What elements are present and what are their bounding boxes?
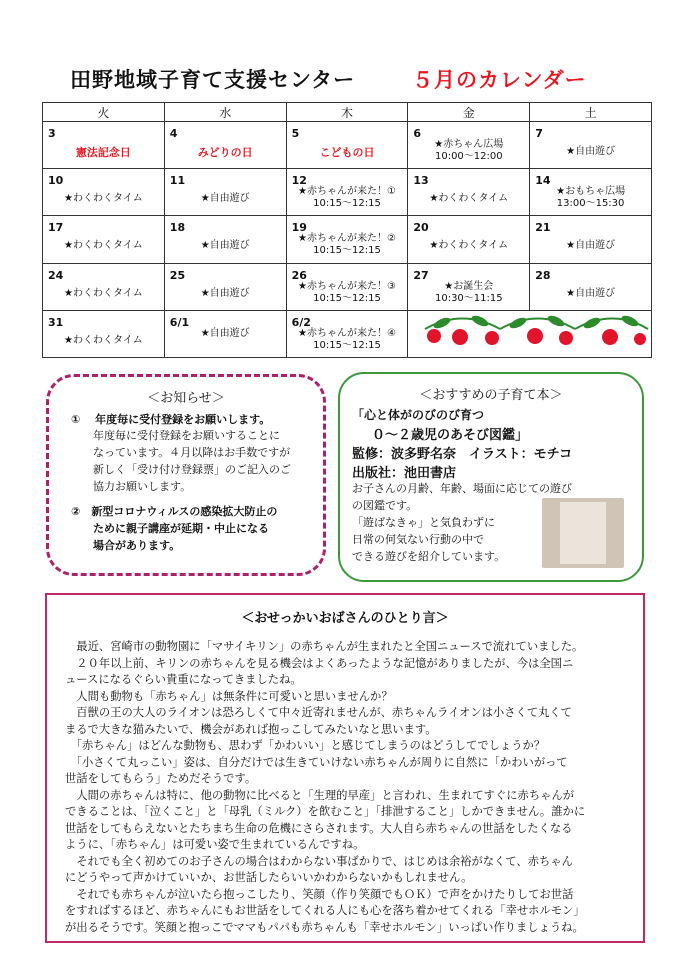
event-label: ★わくわくタイム [429,193,509,205]
text-line: ２０年以上前、キリンの赤ちゃんを見る機会はよくあったような記憶がありましたが、今は全国ニ [65,656,574,670]
text-line: お子さんの月齢、年齢、場面に応じての遊び [352,482,572,495]
date-number: 6/2 [291,315,311,329]
date-number: 24 [48,268,64,282]
event-label [287,328,408,352]
book-recommendation-box [338,372,644,582]
event-label: ★自由遊び [566,146,616,157]
text-line: できる遊びを紹介しています。 [352,550,506,563]
event-time: 10:30～11:15 [434,292,503,304]
text-line: 新しく「受け付け登録票」のご記入のご [93,463,291,476]
book-description [352,480,572,565]
event-title: ★赤ちゃん広場 [434,139,504,150]
event-label: ★わくわくタイム [64,193,143,205]
page-title: 田野地域子育て支援センター [70,68,356,92]
calendar-cell [530,263,652,310]
event-label: ★自由遊び [200,240,250,252]
day-header: 木 [286,103,408,122]
date-number: 6/1 [169,315,190,329]
text-line: 世話をしてもらう」ためだそうです。 [65,772,257,785]
notice-item-1-title: ① 年度毎に受付登録をお願いします。 [71,413,271,426]
text-line: 日常の何気ない行動の中で [352,533,484,546]
event-title: ★赤ちゃんが来た！① [298,186,396,198]
text-line: 「遊ばなきゃ」と気負わずに [352,516,495,529]
essay-box [45,593,645,943]
day-header: 水 [164,103,286,122]
holiday-label: 憲法記念日 [75,146,131,159]
date-number: 31 [48,315,64,329]
calendar-cell [164,263,286,310]
calendar-week-row [43,169,652,216]
event-label: ★自由遊び [566,287,616,299]
event-title: ★赤ちゃんが来た！③ [298,280,396,292]
event-label [530,186,651,210]
calendar-cell [408,216,530,263]
essay-heading: ＜おせっかいおばさんのひとり言＞ [241,611,449,626]
calendar-cell [530,169,652,216]
calendar-cell [286,122,408,169]
event-time: 10:00～12:00 [434,151,503,162]
event-label: ★自由遊び [200,327,250,339]
calendar-cell [408,169,530,216]
calendar-cell [164,169,286,216]
text-line: できることは、「泣くこと」と「母乳（ミルク）を飲むこと」「排泄すること」しかできません。誰かに [65,805,586,818]
event-title: ★おもちゃ広場 [556,186,626,198]
text-line: まるで大きな猫みたいで、機会があれば抱っこしてみたいなと思います。 [65,722,437,736]
notice-heading: ＜お知らせ＞ [147,391,225,406]
text-line: それでも赤ちゃんが泣いたら抱っこしたり、笑顔（作り笑顔でもＯＫ）で声をかけたりしてお世話 [65,887,574,901]
event-title: ★赤ちゃんが来た！② [298,233,396,245]
date-number: 7 [535,127,543,140]
text-line: 年度毎に受付登録をお願いすることに [93,429,280,442]
book-publisher: 出版社：池田書店 [352,466,457,481]
holiday-label: みどりの日 [197,146,253,159]
date-number: 26 [291,268,307,282]
notice-item-2-text [71,503,277,554]
notice-box [46,374,326,576]
text-line: 百獣の王の大人のライオンは恐ろしくて中々近寄れませんが、赤ちゃんライオンは小さくて丸くて [65,706,573,719]
calendar-cell [164,122,286,169]
event-label [287,281,408,305]
text-line: なっています。４月以降はお手数ですが [93,446,291,459]
calendar-cell [43,263,165,310]
event-time: 10:15～12:15 [313,245,381,257]
book-authors: 監修：波多野名奈 イラスト：モチコ [352,447,573,462]
text-line: 人間の赤ちゃんは特に、他の動物に比べると「生理的早産」と言われ、生まれてすぐに赤ちゃんが [65,788,575,802]
date-number: 13 [413,174,429,188]
date-number: 5 [291,127,300,140]
date-number: 12 [291,174,307,188]
date-number: 27 [413,268,429,282]
book-title-line-2: ０～２歳児のあそび図鑑」 [372,428,529,443]
calendar-week-row [43,216,652,263]
date-number: 21 [535,221,551,235]
event-title: ★お誕生会 [444,280,494,292]
page-header [62,60,642,96]
calendar-week-row [43,263,652,310]
text-line: の図鑑です。 [352,499,418,512]
calendar-cell [286,216,408,263]
text-line: 場合があります。 [93,539,181,552]
page-subtitle: ５月のカレンダー [412,68,587,92]
holiday-label: こどもの日 [319,146,375,159]
calendar-cell [164,310,286,357]
calendar-cell [408,122,530,169]
date-number: 18 [169,221,186,235]
text-line: ために親子講座が延期・中止になる [93,522,269,535]
calendar-cell [408,263,530,310]
text-line: 世話をしてもらえないとたちまち生命の危機にさらされます。大人自ら赤ちゃんの世話をしたくなる [65,821,573,835]
text-line: それでも全く初めてのお子さんの場合はわからない事ばかりで、はじめは余裕がなくて、赤ちゃん [65,854,573,868]
notice-item-1-text [93,427,291,495]
book-title-line-1: 「心と体がのびのび育つ [352,408,485,422]
essay-body [65,639,635,936]
date-number: 28 [535,268,551,282]
day-header: 火 [43,103,165,122]
text-line: 最近、宮崎市の動物園に「マサイキリン」の赤ちゃんが生まれたと全国ニュースで流れていました。 [65,640,584,653]
event-time: 10:15～12:15 [313,292,381,304]
calendar-cell [43,310,165,357]
text-line: ように、「赤ちゃん」は可愛い姿で生まれているんですね。 [65,838,365,851]
text-line: にどうやって声かけていいか、お世話したらいいかわからないかもしれません。 [65,871,473,884]
date-number: 10 [48,174,64,188]
date-number: 20 [413,221,429,235]
event-label [408,139,529,163]
calendar-cell [43,216,165,263]
date-number: 25 [169,268,186,282]
day-header: 金 [408,103,530,122]
event-time: 13:00～15:30 [556,198,625,210]
date-number: 4 [169,127,178,140]
event-label [287,186,408,210]
date-number: 11 [169,174,186,188]
event-label: ★自由遊び [566,240,616,252]
day-header: 土 [530,103,652,122]
calendar-cell [43,122,165,169]
text-line: 「小さくて丸っこい」姿は、自分だけでは生きていけない赤ちゃんが周りに自然に「かわいがって [65,755,568,769]
event-time: 10:15～12:15 [313,198,381,210]
text-line: ② 新型コロナウィルスの感染拡大防止の [71,505,278,518]
event-title: ★赤ちゃんが来た！④ [298,327,396,339]
date-number: 14 [535,174,551,188]
event-label: ★自由遊び [200,287,250,299]
text-line: 人間も動物も「赤ちゃん」は無条件に可愛いと思いませんか？ [65,689,393,703]
event-label [287,233,408,257]
date-number: 3 [48,127,56,140]
event-time: 10:15～12:15 [313,339,381,351]
calendar-cell [286,169,408,216]
event-label [408,281,529,305]
text-line: 協力お願いします。 [93,480,192,493]
book-heading: ＜おすすめの子育て本＞ [419,388,563,403]
text-line: をすればするほど、赤ちゃんにもお世話をしてくれる人にも心を落ち着かせてくれる「幸せホルモン」 [65,904,585,917]
text-line: が出るそうです。笑顔と抱っこでママもパパも赤ちゃんも「幸せホルモン」いっぱい作りましょうね。 [65,920,584,934]
text-line: 「赤ちゃん」はどんな動物も、思わず「かわいい」と感じてしまうのはどうしてでしょうか？ [65,739,546,752]
text-line: ュースになるぐらい貴重になってきましたね。 [65,673,302,686]
calendar-cell [286,310,408,357]
calendar-cell [530,122,652,169]
date-number: 19 [291,221,307,235]
event-label: ★わくわくタイム [64,240,143,252]
event-label: ★自由遊び [200,193,250,205]
event-label: ★わくわくタイム [64,287,143,299]
calendar-cell [43,169,165,216]
calendar-cell [530,216,652,263]
date-number: 6 [413,127,422,140]
calendar-cell [164,216,286,263]
event-label: ★わくわくタイム [429,240,509,252]
date-number: 17 [48,221,64,235]
calendar-week-row [43,122,652,169]
calendar-header-row [43,103,652,122]
event-label: ★わくわくタイム [64,334,143,346]
book-cover-image [542,498,624,568]
strawberry-decoration-icon [420,309,650,349]
calendar-cell [286,263,408,310]
